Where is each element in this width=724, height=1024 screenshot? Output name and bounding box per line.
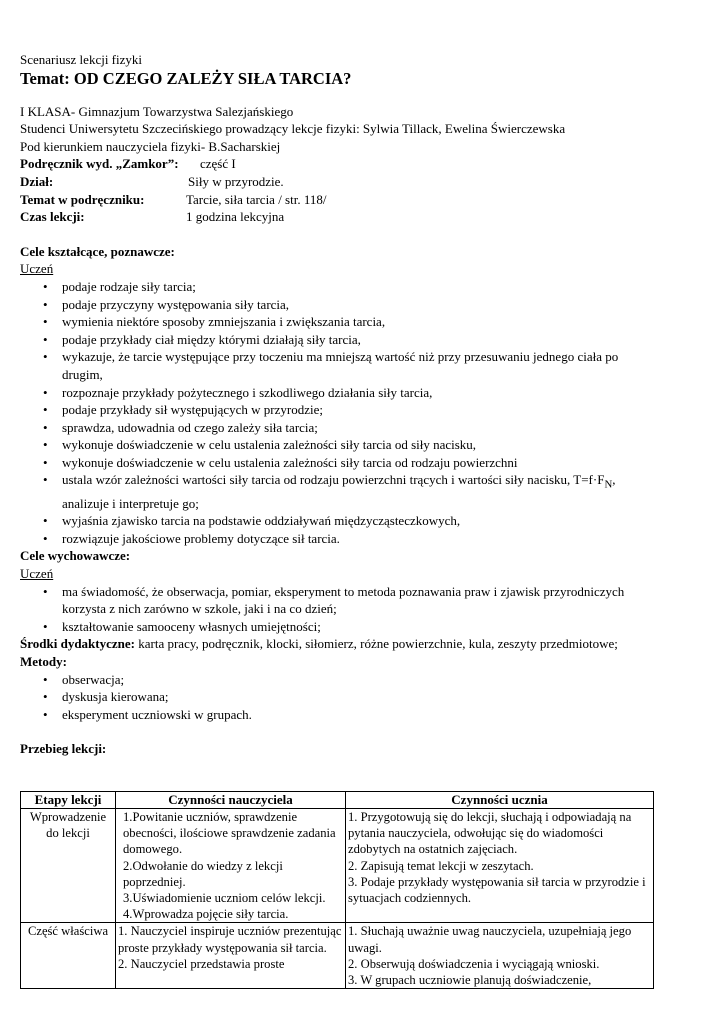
info-line-school: I KLASA- Gimnazjum Towarzystwa Salezjańskiego: [20, 103, 294, 119]
info-line-supervisor: Pod kierunkiem nauczyciela fizyki- B.Sacharskiej: [20, 138, 281, 154]
list-item: • wymienia niektóre sposoby zmniejszania i zwiększania tarcia,: [62, 313, 660, 331]
meta-value: Tarcie, siła tarcia / str. 118/: [186, 191, 327, 207]
list-item-formula: [62, 471, 660, 512]
table-row: [21, 923, 654, 989]
column-header-teacher: Czynności nauczyciela: [116, 791, 346, 808]
teacher-step: 3.Uświadomienie uczniom celów lekcji.: [123, 890, 326, 905]
list-item: • podaje przykłady ciał między którymi działają siły tarcia,: [62, 331, 660, 349]
list-item: • sprawdza, udowadnia od czego zależy siła tarcia;: [62, 419, 660, 437]
student-cell: [346, 808, 654, 922]
stage-cell: Wprowadzenie do lekcji: [21, 808, 116, 922]
teacher-step: 2.Odwołanie do wiedzy z lekcji poprzedniej.: [123, 858, 283, 889]
student-step: 3. Podaje przykłady występowania sił tarcia w przyrodzie i sytuacjach codziennych.: [348, 874, 646, 905]
meta-label: Temat w podręczniku:: [20, 191, 145, 207]
educational-goals-list: [20, 278, 660, 548]
student-step: 1. Słuchają uważnie uwag nauczyciela, uzupełniają jego uwagi.: [348, 924, 632, 955]
list-item: • eksperyment uczniowski w grupach.: [62, 706, 660, 724]
methods-list: [20, 671, 660, 724]
teaching-aids: [20, 635, 660, 653]
student-cell: [346, 923, 654, 989]
info-line-students: Studenci Uniwersytetu Szczecińskiego prowadzący lekcje fizyki: Sylwia Tillack, Ewelina Świerczewska: [20, 121, 566, 137]
teacher-step: 2. Nauczyciel przedstawia proste: [118, 956, 285, 971]
list-item: • wykonuje doświadczenie w celu ustalenia zależności siły tarcia od siły nacisku,: [62, 436, 660, 454]
list-item: • obserwacja;: [62, 671, 660, 689]
meta-row-topic: [20, 191, 660, 209]
student-step: 3. W grupach uczniowie planują doświadczenie,: [348, 973, 592, 987]
section-heading-upbringing-goals: Cele wychowawcze:: [20, 548, 131, 564]
list-item: • rozwiązuje jakościowe problemy dotyczące sił tarcia.: [62, 530, 660, 548]
teaching-aids-label: Środki dydaktyczne:: [20, 636, 135, 652]
list-item: • dyskusja kierowana;: [62, 688, 660, 706]
list-item: • kształtowanie samooceny własnych umiejętności;: [62, 618, 660, 636]
list-item: • podaje przykłady sił występujących w przyrodzie;: [62, 401, 660, 419]
list-item: • podaje przyczyny występowania siły tarcia,: [62, 296, 660, 314]
student-step: 2. Zapisują temat lekcji w zeszytach.: [348, 858, 534, 873]
meta-row-duration: [20, 208, 660, 226]
section-heading-educational-goals: Cele kształcące, poznawcze:: [20, 243, 175, 259]
meta-label: Podręcznik wyd. „Zamkor”:: [20, 156, 179, 172]
column-header-stage: Etapy lekcji: [21, 791, 116, 808]
list-item: • wykonuje doświadczenie w celu ustalenia zależności siły tarcia od rodzaju powierzchni: [62, 454, 660, 472]
list-item: • wyjaśnia zjawisko tarcia na podstawie oddziaływań międzycząsteczkowych,: [62, 512, 660, 530]
list-item: • ma świadomość, że obserwacja, pomiar, eksperyment to metoda poznawania praw i zjawisk przyrodniczych korzysta z nich zarówno w szkole, jaki i na co dzień;: [62, 583, 660, 618]
column-header-student: Czynności ucznia: [346, 791, 654, 808]
stage-cell: Część właściwa: [21, 923, 116, 989]
section-heading-lesson-flow: Przebieg lekcji:: [20, 741, 107, 757]
meta-value: 1 godzina lekcyjna: [186, 209, 285, 225]
table-header-row: [21, 791, 654, 808]
document-title: Temat: OD CZEGO ZALEŻY SIŁA TARCIA?: [20, 68, 352, 88]
meta-row-section: [20, 173, 660, 191]
teacher-cell: [116, 808, 346, 922]
formula-tail: , analizuje i interpretuje go;: [62, 472, 616, 511]
table-row: [21, 808, 654, 922]
teacher-step: 1. Nauczyciel inspiruje uczniów prezentując proste przykłady występowania sił tarcia.: [118, 924, 342, 955]
section-heading-methods: Metody:: [20, 654, 67, 669]
teacher-step: 4.Wprowadza pojęcie siły tarcia.: [123, 907, 289, 922]
meta-value: część I: [200, 156, 236, 172]
meta-label: Czas lekcji:: [20, 209, 85, 225]
lesson-flow-table: [20, 791, 654, 989]
list-item: • rozpoznaje przykłady pożytecznego i szkodliwego działania siły tarcia,: [62, 384, 660, 402]
student-step: 2. Obserwują doświadczenia i wyciągają wnioski.: [348, 956, 600, 971]
teaching-aids-value: karta pracy, podręcznik, klocki, siłomierz, różne powierzchnie, kula, zeszyty przedmiotowe;: [134, 636, 618, 652]
meta-row-textbook: [20, 155, 660, 173]
teacher-step: 1.Powitanie uczniów, sprawdzenie obecności, ilościowe sprawdzenie zadania domowego.: [123, 809, 336, 857]
formula-text: ustala wzór zależności wartości siły tarcia od rodzaju powierzchni trących i wartości siły nacisku, T=f·F: [62, 472, 605, 488]
section-subject: Uczeń: [20, 566, 54, 582]
list-item: • wykazuje, że tarcie występujące przy toczeniu ma mniejszą wartość niż przy przesuwaniu jednego ciała po drugim,: [62, 348, 660, 383]
meta-label: Dział:: [20, 173, 54, 189]
section-subject: Uczeń: [20, 261, 54, 277]
teacher-cell: [116, 923, 346, 989]
document-page: [20, 51, 660, 989]
upbringing-goals-list: [20, 583, 660, 636]
list-item: • podaje rodzaje siły tarcia;: [62, 278, 660, 296]
meta-value: Siły w przyrodzie.: [188, 173, 284, 189]
formula-subscript: N: [604, 479, 613, 492]
student-step: 1. Przygotowują się do lekcji, słuchają i odpowiadają na pytania nauczyciela, odwołując się do wiadomości zdobytych na ostatnich zajęciach.: [348, 809, 632, 857]
document-subtitle: Scenariusz lekcji fizyki: [20, 52, 143, 67]
